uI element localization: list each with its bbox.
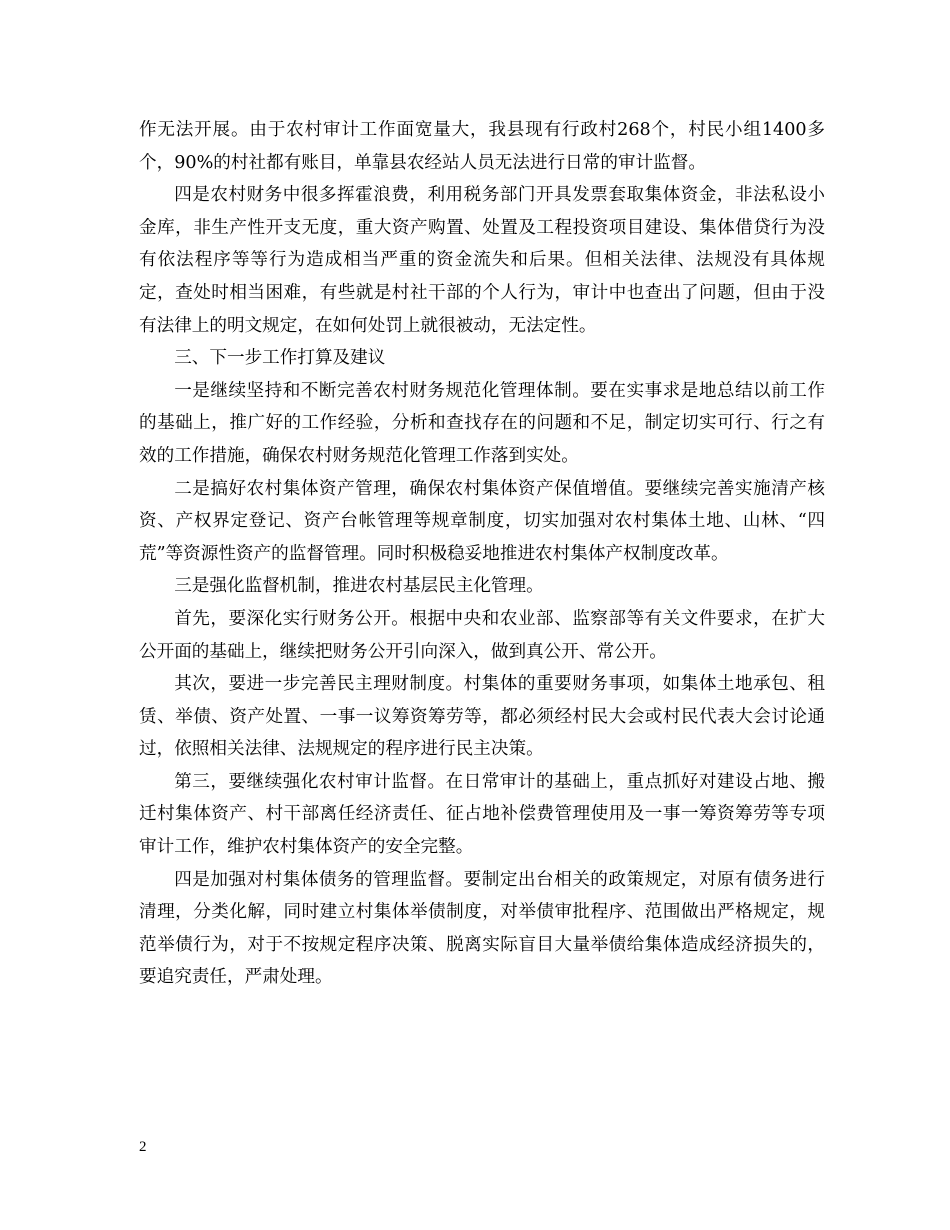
page-number: 2 <box>139 1139 147 1155</box>
paragraph-continuation: 作无法开展。由于农村审计工作面宽量大，我县现有行政村268个，村民小组1400多个，90%的村社都有账目，单靠县农经站人员无法进行日常的审计监督。 <box>139 120 825 173</box>
document-body <box>139 114 825 994</box>
paragraph-third-point: 第三，要继续强化农村审计监督。在日常审计的基础上，重点抓好对建设占地、搬迁村集体资产、村干部离任经济责任、征占地补偿费管理使用及一事一筹资筹劳等专项审计工作，维护农村集体资产的安全完整。 <box>139 771 825 858</box>
paragraph-first-point: 首先，要深化实行财务公开。根据中央和农业部、监察部等有关文件要求，在扩大公开面的基础上，继续把财务公开引向深入，做到真公开、常公开。 <box>139 608 825 662</box>
paragraph-suggestion-two: 二是搞好农村集体资产管理，确保农村集体资产保值增值。要继续完善实施清产核资、产权界定登记、资产台帐管理等规章制度，切实加强对农村集体土地、山林、“四荒”等资源性资产的监督管理。同时积极稳妥地推进农村集体产权制度改革。 <box>139 478 825 564</box>
section-heading: 三、下一步工作打算及建议 <box>174 348 386 369</box>
paragraph-suggestion-four: 四是加强对村集体债务的管理监督。要制定出台相关的政策规定，对原有债务进行清理，分类化解，同时建立村集体举债制度，对举债审批程序、范围做出严格规定，规范举债行为，对于不按规定程序决策、脱离实际盲目大量举债给集体造成经济损失的，要追究责任，严肃处理。 <box>139 869 825 988</box>
paragraph-issue-four: 四是农村财务中很多挥霍浪费，利用税务部门开具发票套取集体资金，非法私设小金库，非生产性开支无度，重大资产购置、处置及工程投资项目建设、集体借贷行为没有依法程序等等行为造成相当严重的资金流失和后果。但相关法律、法规没有具体规定，查处时相当困难，有些就是村社干部的个人行为，审计中也查出了问题，但由于没有法律上的明文规定，在如何处罚上就很被动，无法定性。 <box>139 185 825 336</box>
paragraph-suggestion-one: 一是继续坚持和不断完善农村财务规范化管理体制。要在实事求是地总结以前工作的基础上，推广好的工作经验，分析和查找存在的问题和不足，制定切实可行、行之有效的工作措施，确保农村财务规范化管理工作落到实处。 <box>139 380 825 466</box>
paragraph-suggestion-three: 三是强化监督机制，推进农村基层民主化管理。 <box>174 576 544 597</box>
paragraph-second-point: 其次，要进一步完善民主理财制度。村集体的重要财务事项，如集体土地承包、租赁、举债、资产处置、一事一议筹资筹劳等，都必须经村民大会或村民代表大会讨论通过，依照相关法律、法规规定的程序进行民主决策。 <box>139 674 825 760</box>
